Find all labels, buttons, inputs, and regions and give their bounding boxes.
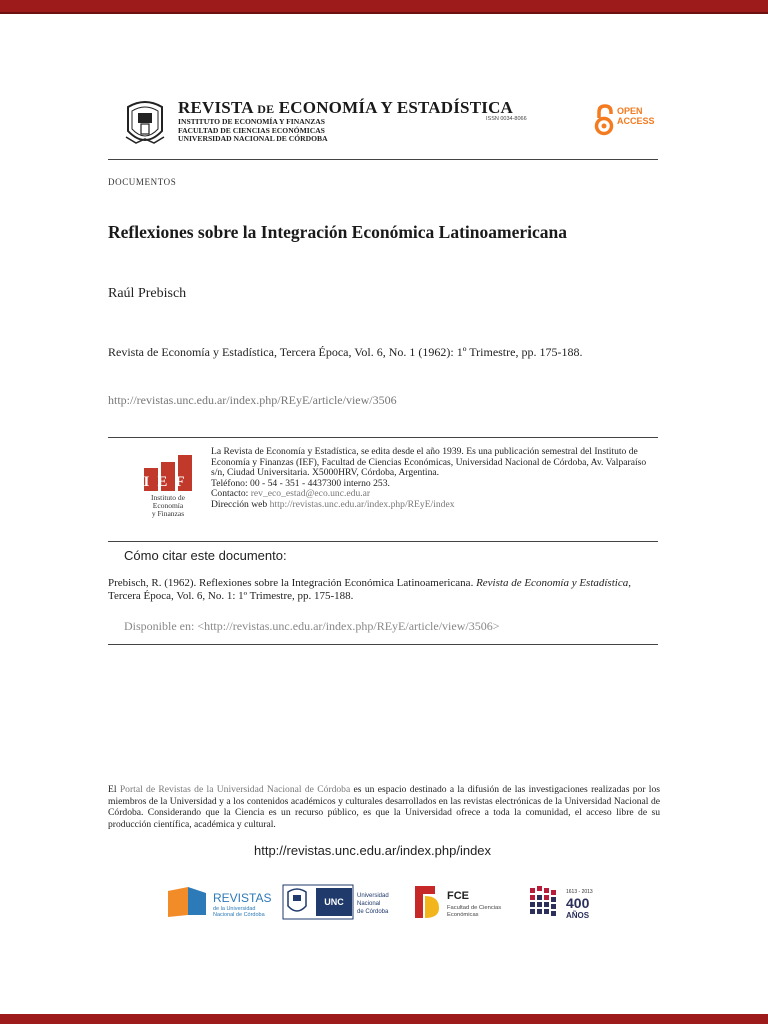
- header-divider: [108, 159, 658, 160]
- article-title: Reflexiones sobre la Integración Económica Latinoamericana: [108, 222, 567, 242]
- cite-divider: [108, 644, 658, 645]
- revistas-logo-title: REVISTAS: [213, 891, 272, 905]
- ief-description-block: [211, 447, 661, 510]
- bottom-accent-bar: [0, 1014, 768, 1024]
- anos-logo-number: 400: [566, 895, 590, 911]
- university-seal-icon: [122, 97, 168, 151]
- cite-heading: Cómo citar este documento:: [124, 548, 287, 563]
- article-link[interactable]: http://revistas.unc.edu.ar/index.php/REyE/article/view/3506: [108, 393, 397, 407]
- issn-number: ISSN 0034-8066: [486, 116, 527, 122]
- revistas-unc-logo[interactable]: [166, 885, 274, 919]
- institute-lines: INSTITUTO DE ECONOMÍA Y FINANZAS FACULTAD DE CIENCIAS ECONÓMICAS UNIVERSIDAD NACIONAL DE CÓRDOBA: [178, 117, 328, 144]
- contact-email-link[interactable]: rev_eco_estad@eco.unc.edu.ar: [250, 488, 371, 499]
- open-access-icon: [594, 104, 614, 136]
- ief-logo-line3: y Finanzas: [151, 509, 185, 518]
- anos-logo-years: 1613 - 2013: [566, 889, 593, 895]
- fce-logo-title: FCE: [447, 890, 469, 902]
- unc-logo-line3: de Córdoba: [357, 909, 389, 915]
- unc-logo-line2: Nacional: [357, 901, 381, 907]
- ief-logo: [138, 452, 198, 522]
- ief-logo-line1: Instituto de: [151, 493, 185, 502]
- journal-title: REVISTA DE ECONOMÍA Y ESTADÍSTICA: [178, 98, 514, 117]
- ief-description: La Revista de Economía y Estadística, se edita desde el año 1939. Es una publicación semestral del Instituto de Economía y Finanzas (IEF), Facultad de Ciencias Económicas, Universidad Nacional de Córdoba, Av. Valparaíso s/n, Ciudad Universitaria. X5000HRV, Córdoba, Argentina.: [211, 446, 647, 478]
- journal-web-link[interactable]: http://revistas.unc.edu.ar/index.php/REyE/index: [269, 498, 455, 510]
- ief-bottom-divider: [108, 541, 658, 542]
- ief-web: Dirección web http://revistas.unc.edu.ar/index.php/REyE/index: [211, 498, 455, 510]
- ief-phone: Teléfono: 00 - 54 - 351 - 4437300 interno 253.: [211, 477, 390, 489]
- open-access-label: OPEN ACCESS: [617, 106, 655, 126]
- anos-logo-word: AÑOS: [566, 911, 590, 920]
- top-accent-bar: [0, 0, 768, 14]
- ief-logo-line2: Economía: [152, 501, 184, 510]
- fce-logo-sub2: Económicas: [447, 912, 479, 918]
- ief-contact: Contacto: rev_eco_estad@eco.unc.edu.ar: [211, 488, 371, 499]
- cite-reference: Prebisch, R. (1962). Reflexiones sobre la Integración Económica Latinoamericana. Revista de Economía y Estadística, Tercera Época, Vol. 6, No. 1: 1º Trimestre, pp. 175-188.: [108, 577, 631, 602]
- revistas-logo-sub2: Nacional de Córdoba: [213, 912, 265, 918]
- available-at-link[interactable]: Disponible en: <http://revistas.unc.edu.ar/index.php/REyE/article/view/3506>: [124, 619, 500, 633]
- unc-logo[interactable]: [282, 884, 396, 920]
- ief-top-divider: [108, 437, 658, 438]
- unc-400-years-logo[interactable]: [528, 884, 596, 922]
- portal-index-link[interactable]: http://revistas.unc.edu.ar/index.php/index: [254, 843, 492, 858]
- unc-logo-badge: UNC: [324, 897, 344, 907]
- article-author: Raúl Prebisch: [108, 286, 187, 301]
- revistas-logo-sub1: de la Universidad: [213, 906, 256, 912]
- section-label: DOCUMENTOS: [108, 177, 177, 187]
- source-citation: Revista de Economía y Estadística, Tercera Época, Vol. 6, No. 1 (1962): 1º Trimestre, pp. 175-188.: [108, 345, 583, 359]
- portal-name-link[interactable]: Portal de Revistas de la Universidad Nacional de Córdoba: [119, 784, 351, 795]
- unc-logo-line1: Universidad: [357, 893, 389, 899]
- ief-logo-letters: IEF: [143, 474, 193, 490]
- portal-description: El Portal de Revistas de la Universidad Nacional de Córdoba es un espacio destinado a la difusión de las investigaciones realizadas por los miembros de la Universidad y a los contenidos académicos y culturales desarrollados en las revistas electrónicas de la Universidad Nacional de Córdoba. Considerando que la Ciencia es un recurso público, es que la Universidad ofrece a toda la comunidad, el acceso libre de su producción científica, académica y cultural.: [108, 784, 660, 831]
- fce-logo-sub1: Facultad de Ciencias: [447, 905, 502, 911]
- fce-logo[interactable]: [413, 884, 517, 920]
